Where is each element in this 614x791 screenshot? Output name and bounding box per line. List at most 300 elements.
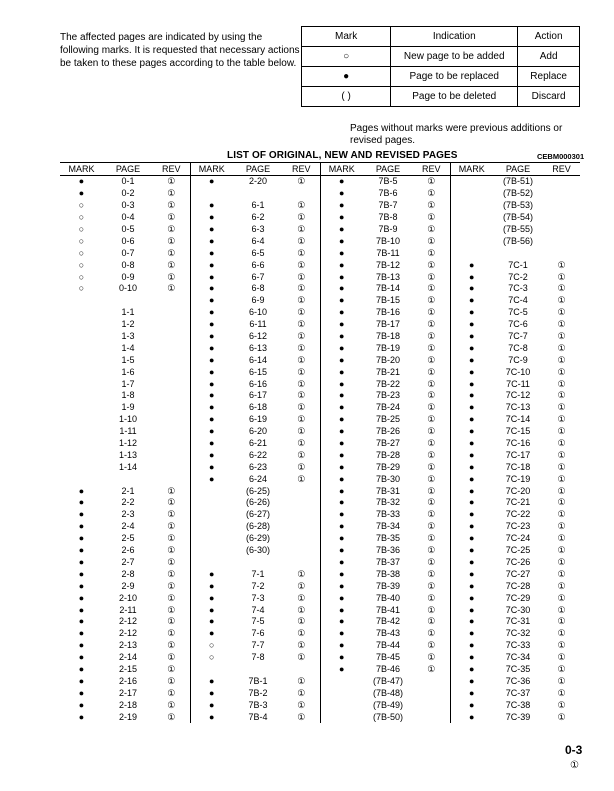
cell-mark: ● — [78, 521, 85, 532]
cell-mark: ○ — [78, 247, 85, 258]
cell-page: 0-3 — [121, 200, 135, 211]
cell-mark: ● — [450, 580, 493, 592]
cell-mark: ● — [450, 640, 493, 652]
cell-page: 2-18 — [118, 699, 137, 710]
cell-page: 7-5 — [251, 616, 265, 627]
legend-action: Replace — [518, 67, 580, 87]
cell-page: 0-4 — [121, 212, 135, 223]
cell-mark: ● — [450, 366, 493, 378]
cell-mark: ● — [190, 307, 233, 319]
cell-page: 7B-2 — [248, 687, 268, 698]
cell-mark — [190, 521, 233, 533]
cell-mark: ○ — [78, 224, 85, 234]
cell-mark: ● — [190, 711, 233, 723]
cell-page: 7C-26 — [505, 556, 531, 567]
cell-mark: ● — [190, 402, 233, 414]
cell-mark: ● — [320, 319, 363, 331]
col-header-page: PAGE — [493, 163, 543, 176]
cell-rev: ① — [557, 342, 566, 353]
cell-page: 7B-30 — [375, 473, 401, 484]
cell-rev — [153, 331, 190, 343]
cell-mark: ● — [320, 331, 363, 343]
cell-rev: ① — [427, 247, 436, 258]
cell-rev: ① — [297, 390, 306, 401]
cell-page: 1-14 — [118, 461, 137, 472]
cell-mark — [190, 533, 233, 545]
cell-mark: ● — [450, 461, 493, 473]
cell-rev: ① — [427, 402, 436, 413]
cell-rev: ① — [167, 200, 176, 211]
cell-page: 7C-1 — [508, 259, 528, 270]
cell-mark: ● — [190, 235, 233, 247]
cell-page: 6-22 — [248, 449, 267, 460]
cell-rev: ① — [427, 628, 436, 639]
cell-page: 2-16 — [118, 675, 137, 686]
cell-mark — [450, 247, 493, 259]
table-row — [60, 200, 580, 212]
cell-mark: ● — [450, 699, 493, 711]
cell-rev: ① — [557, 711, 566, 722]
cell-mark: ● — [78, 663, 85, 674]
cell-mark: ● — [450, 485, 493, 497]
cell-page: 2-1 — [121, 485, 135, 496]
cell-page: 1-11 — [119, 426, 137, 437]
cell-rev: ① — [427, 497, 436, 508]
cell-page: (6-26) — [245, 497, 270, 508]
cell-page: 7-6 — [251, 628, 265, 639]
cell-page: 6-20 — [248, 426, 267, 437]
table-row — [60, 497, 580, 509]
cell-rev: ① — [427, 485, 436, 496]
cell-page — [233, 664, 283, 676]
cell-rev: ① — [557, 485, 566, 496]
cell-mark — [320, 711, 363, 723]
cell-rev: ① — [167, 592, 176, 603]
cell-rev — [153, 473, 190, 485]
cell-rev: ① — [557, 390, 566, 401]
cell-mark — [60, 402, 103, 414]
cell-rev: ① — [557, 592, 566, 603]
cell-rev: ① — [557, 521, 566, 532]
col-header-page: PAGE — [233, 163, 283, 176]
cell-rev: ① — [557, 699, 566, 710]
cell-rev — [153, 390, 190, 402]
cell-page: 2-12 — [118, 628, 137, 639]
cell-mark — [60, 307, 103, 319]
cell-rev: ① — [557, 271, 566, 282]
cell-rev: ① — [427, 188, 436, 199]
cell-mark: ● — [450, 687, 493, 699]
cell-page: 6-1 — [251, 200, 265, 211]
cell-rev — [283, 557, 320, 569]
cell-rev: ① — [427, 509, 436, 520]
cell-rev: ① — [427, 319, 436, 330]
cell-rev: ① — [557, 545, 566, 556]
cell-rev: ① — [427, 224, 436, 234]
cell-page: 0-6 — [121, 235, 135, 246]
legend-table — [301, 26, 580, 107]
cell-page: 0-9 — [121, 271, 135, 282]
cell-mark: ● — [320, 485, 363, 497]
cell-page: 2-10 — [118, 592, 137, 603]
cell-page: 0-1 — [121, 176, 135, 187]
cell-rev: ① — [427, 449, 436, 460]
cell-rev: ① — [427, 473, 436, 484]
cell-page: 7C-18 — [505, 461, 531, 472]
cell-rev: ① — [167, 640, 176, 651]
cell-page: 7B-45 — [375, 652, 401, 663]
table-row — [60, 176, 580, 188]
cell-page: 2-2 — [121, 497, 135, 508]
cell-mark — [60, 461, 103, 473]
cell-rev — [153, 426, 190, 438]
cell-mark: ● — [78, 687, 85, 698]
cell-mark: ● — [190, 461, 233, 473]
cell-page: 6-16 — [248, 378, 267, 389]
legend-header-row — [302, 27, 580, 47]
cell-rev — [283, 545, 320, 557]
cell-page: 7C-21 — [505, 497, 531, 508]
cell-page: 7B-34 — [375, 521, 401, 532]
cell-mark — [60, 473, 103, 485]
cell-rev: ① — [427, 331, 436, 342]
cell-mark — [60, 331, 103, 343]
cell-page: 6-21 — [248, 438, 267, 449]
cell-page: 6-2 — [251, 212, 265, 223]
cell-page: 6-5 — [251, 247, 265, 258]
table-row — [60, 568, 580, 580]
table-row — [60, 224, 580, 236]
cell-page: (7B-55) — [502, 224, 533, 234]
cell-rev: ① — [167, 604, 176, 615]
cell-rev: ① — [297, 319, 306, 330]
cell-mark: ● — [320, 295, 363, 307]
cell-rev: ① — [557, 604, 566, 615]
cell-mark: ● — [190, 378, 233, 390]
legend-mark: ○ — [302, 47, 391, 67]
cell-mark: ● — [450, 497, 493, 509]
cell-page: 1-3 — [121, 331, 135, 342]
cell-page: 7B-17 — [375, 319, 401, 330]
cell-rev: ① — [297, 224, 306, 234]
cell-page: 2-14 — [118, 652, 137, 663]
cell-rev: ① — [297, 295, 306, 306]
cell-mark: ● — [190, 438, 233, 450]
cell-page: (6-27) — [245, 509, 270, 520]
cell-rev: ① — [557, 283, 566, 294]
cell-page: (7B-52) — [502, 188, 533, 199]
cell-rev: ① — [427, 414, 436, 425]
cell-mark — [190, 497, 233, 509]
cell-mark: ● — [450, 521, 493, 533]
table-row — [60, 426, 580, 438]
cell-page: 7C-12 — [505, 390, 531, 401]
cell-page: 1-12 — [118, 438, 137, 449]
cell-mark: ● — [190, 628, 233, 640]
cell-rev: ① — [427, 640, 436, 651]
cell-rev: ① — [427, 212, 436, 223]
cell-mark: ○ — [190, 640, 233, 652]
cell-page: 7B-39 — [375, 580, 401, 591]
cell-page: 7C-24 — [505, 533, 531, 544]
cell-mark: ● — [190, 616, 233, 628]
table-row — [60, 557, 580, 569]
cell-mark — [60, 426, 103, 438]
cell-page: 1-9 — [121, 402, 135, 413]
intro-text: The affected pages are indicated by using the following marks. It is requested that necessary actions be taken to these pages according to the table below. — [60, 32, 300, 69]
cell-mark: ● — [320, 449, 363, 461]
document-code: CEBM000301 — [537, 152, 585, 161]
cell-rev — [283, 485, 320, 497]
cell-rev: ① — [557, 675, 566, 686]
legend-note: Pages without marks were previous additions or revised pages. — [350, 123, 563, 146]
cell-page: 7C-29 — [505, 592, 531, 603]
cell-rev — [543, 188, 580, 200]
col-header-page: PAGE — [103, 163, 153, 176]
cell-mark — [60, 354, 103, 366]
col-header-mark: MARK — [450, 163, 493, 176]
cell-page: 2-12 — [118, 616, 137, 627]
cell-page: 7B-29 — [375, 461, 401, 472]
cell-mark: ● — [78, 628, 85, 639]
cell-page: 7B-1 — [248, 675, 268, 686]
cell-rev: ① — [297, 604, 306, 615]
cell-rev: ① — [297, 687, 306, 698]
cell-mark: ● — [190, 319, 233, 331]
cell-mark: ● — [320, 342, 363, 354]
cell-page: (6-30) — [245, 545, 270, 556]
cell-rev: ① — [167, 283, 176, 294]
cell-mark: ● — [450, 628, 493, 640]
cell-rev — [283, 533, 320, 545]
cell-rev: ① — [427, 342, 436, 353]
table-row — [60, 604, 580, 616]
cell-page: 7C-17 — [505, 449, 531, 460]
pages-table — [60, 162, 580, 723]
table-row — [60, 390, 580, 402]
cell-rev: ① — [167, 212, 176, 223]
cell-page: 7C-6 — [508, 319, 528, 330]
cell-mark — [320, 675, 363, 687]
cell-page: 1-10 — [118, 414, 137, 425]
cell-page: 7B-15 — [375, 295, 401, 306]
cell-page: 7C-4 — [508, 295, 528, 306]
table-row — [60, 461, 580, 473]
table-row — [60, 640, 580, 652]
cell-rev: ① — [297, 259, 306, 270]
cell-mark: ● — [320, 545, 363, 557]
cell-page: 0-5 — [121, 224, 135, 234]
cell-mark: ● — [78, 485, 85, 496]
cell-page: 7C-2 — [508, 271, 528, 282]
cell-page: 7B-40 — [375, 592, 401, 603]
cell-mark: ● — [450, 271, 493, 283]
cell-page: 7C-37 — [505, 687, 531, 698]
cell-page: 7B-8 — [378, 212, 398, 223]
cell-page: 6-4 — [251, 235, 265, 246]
cell-mark: ● — [450, 402, 493, 414]
cell-mark: ● — [190, 212, 233, 224]
cell-mark: ● — [190, 331, 233, 343]
cell-rev: ① — [557, 426, 566, 437]
cell-page: 7C-33 — [505, 640, 531, 651]
cell-mark: ● — [450, 426, 493, 438]
table-row — [60, 592, 580, 604]
cell-mark: ● — [78, 616, 85, 627]
cell-rev: ① — [297, 426, 306, 437]
cell-rev: ① — [557, 652, 566, 663]
cell-mark: ● — [450, 616, 493, 628]
cell-mark — [190, 509, 233, 521]
cell-mark: ● — [320, 224, 363, 236]
cell-rev: ① — [557, 533, 566, 544]
cell-rev: ① — [427, 307, 436, 318]
cell-rev: ① — [297, 699, 306, 710]
cell-rev: ① — [427, 556, 436, 567]
cell-rev: ① — [167, 224, 176, 234]
col-header-rev: REV — [543, 163, 580, 176]
cell-rev: ① — [427, 366, 436, 377]
cell-rev: ① — [557, 628, 566, 639]
cell-mark: ● — [320, 354, 363, 366]
cell-page: 7-3 — [251, 592, 265, 603]
cell-rev: ① — [557, 687, 566, 698]
cell-page: 6-24 — [248, 473, 267, 484]
cell-page: (7B-53) — [502, 200, 533, 211]
cell-mark: ● — [190, 200, 233, 212]
cell-page: 7C-34 — [505, 652, 531, 663]
cell-mark: ● — [78, 545, 85, 556]
cell-rev: ① — [427, 200, 436, 211]
cell-page: 1-5 — [121, 354, 135, 365]
cell-rev: ① — [427, 604, 436, 615]
cell-mark: ● — [320, 580, 363, 592]
cell-rev — [153, 319, 190, 331]
cell-page: 6-13 — [248, 342, 267, 353]
cell-mark: ● — [190, 699, 233, 711]
cell-mark: ● — [450, 331, 493, 343]
cell-rev: ① — [427, 176, 436, 187]
cell-rev: ① — [297, 711, 306, 722]
cell-mark: ● — [78, 675, 85, 686]
cell-page: 7C-15 — [505, 426, 531, 437]
cell-mark — [60, 449, 103, 461]
cell-mark: ● — [190, 414, 233, 426]
cell-page: 7C-10 — [505, 366, 531, 377]
cell-rev — [153, 307, 190, 319]
cell-mark: ● — [320, 473, 363, 485]
cell-page: 7B-26 — [375, 426, 401, 437]
table-row — [60, 366, 580, 378]
cell-mark: ● — [320, 366, 363, 378]
cell-rev: ① — [427, 533, 436, 544]
cell-rev: ① — [557, 331, 566, 342]
cell-rev: ① — [557, 295, 566, 306]
table-row — [60, 188, 580, 200]
cell-rev — [153, 342, 190, 354]
cell-rev — [283, 188, 320, 200]
cell-page: 1-6 — [121, 366, 135, 377]
cell-rev: ① — [297, 271, 306, 282]
cell-rev: ① — [427, 438, 436, 449]
cell-page: 2-20 — [248, 176, 267, 187]
cell-rev: ① — [427, 283, 436, 294]
cell-mark: ● — [190, 366, 233, 378]
table-row — [60, 521, 580, 533]
cell-mark — [190, 664, 233, 676]
cell-mark: ● — [190, 176, 233, 188]
cell-rev — [153, 438, 190, 450]
cell-rev: ① — [297, 568, 306, 579]
table-row — [60, 545, 580, 557]
cell-rev: ① — [557, 259, 566, 270]
cell-mark: ● — [190, 354, 233, 366]
cell-rev: ① — [167, 235, 176, 246]
cell-mark: ● — [78, 176, 85, 187]
cell-mark: ● — [78, 640, 85, 651]
cell-page: 6-3 — [251, 224, 265, 234]
cell-page: 7B-33 — [375, 509, 401, 520]
cell-rev: ① — [427, 461, 436, 472]
table-row — [60, 212, 580, 224]
cell-mark: ● — [450, 319, 493, 331]
cell-page: 7B-16 — [375, 307, 401, 318]
cell-mark: ● — [450, 592, 493, 604]
cell-mark: ○ — [78, 212, 85, 223]
cell-mark: ● — [450, 354, 493, 366]
cell-page — [233, 188, 283, 200]
table-row — [60, 628, 580, 640]
cell-page: 7C-16 — [505, 438, 531, 449]
cell-page: (6-29) — [245, 533, 270, 544]
table-row — [60, 449, 580, 461]
cell-rev: ① — [427, 354, 436, 365]
cell-rev: ① — [557, 307, 566, 318]
cell-rev: ① — [297, 247, 306, 258]
cell-mark — [60, 390, 103, 402]
col-header-mark: MARK — [190, 163, 233, 176]
cell-rev: ① — [167, 176, 176, 187]
cell-mark: ● — [320, 640, 363, 652]
cell-page — [233, 557, 283, 569]
table-row — [60, 354, 580, 366]
cell-rev: ① — [167, 509, 176, 520]
cell-mark: ● — [190, 390, 233, 402]
cell-page: 7-2 — [251, 580, 265, 591]
table-row — [60, 402, 580, 414]
table-row — [60, 711, 580, 723]
cell-page: 2-15 — [118, 663, 137, 674]
cell-mark — [190, 188, 233, 200]
cell-rev: ① — [167, 556, 176, 567]
cell-page: 7B-3 — [248, 699, 268, 710]
cell-page: 7C-35 — [505, 663, 531, 674]
cell-rev: ① — [167, 485, 176, 496]
cell-rev: ① — [297, 461, 306, 472]
cell-rev: ① — [297, 580, 306, 591]
cell-rev: ① — [427, 271, 436, 282]
cell-mark: ○ — [78, 271, 85, 282]
cell-page: 7C-8 — [508, 342, 528, 353]
cell-page: 7B-23 — [375, 390, 401, 401]
cell-page: 7B-31 — [375, 485, 401, 496]
cell-rev: ① — [557, 640, 566, 651]
cell-rev — [413, 675, 450, 687]
cell-mark: ● — [450, 664, 493, 676]
cell-rev — [543, 224, 580, 236]
cell-rev — [543, 200, 580, 212]
cell-page: 7C-9 — [508, 354, 528, 365]
